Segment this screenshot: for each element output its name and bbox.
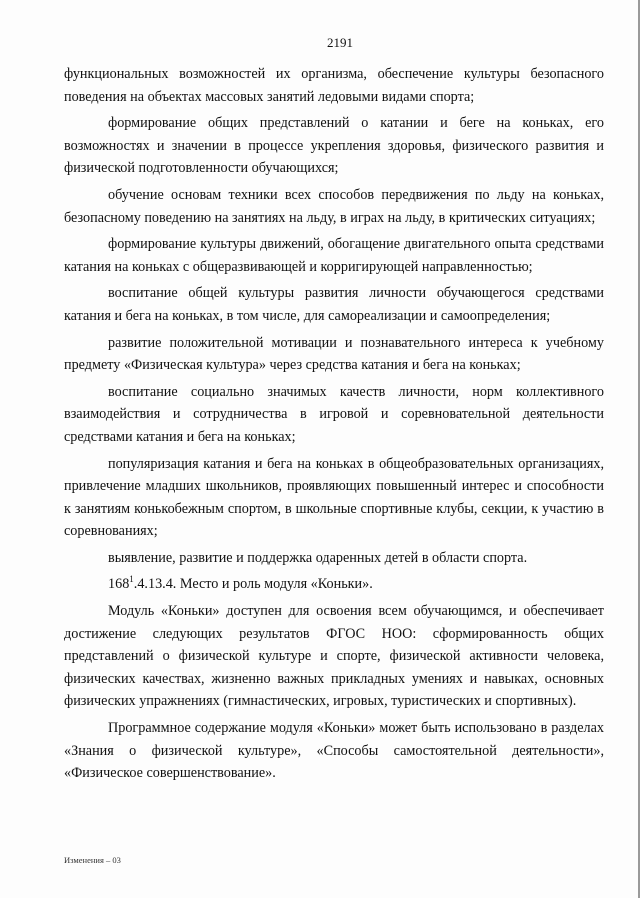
section-title: .4.13.4. Место и роль модуля «Коньки». xyxy=(133,576,373,593)
section-number: 168 xyxy=(108,576,130,593)
paragraph: развитие положительной мотивации и познавательного интереса к учебному предмету «Физическая культура» через средства катания и бега на коньках; xyxy=(64,334,604,374)
page-body xyxy=(64,63,604,785)
section-heading xyxy=(64,573,604,596)
paragraph: выявление, развитие и поддержка одаренных детей в области спорта. xyxy=(108,549,528,566)
paragraph-continuation: функциональных возможностей их организма, обеспечение культуры безопасного поведения на объектах массовых занятий ледовыми видами спорта; xyxy=(64,66,604,105)
paragraph: популяризация катания и бега на коньках в общеобразовательных организациях, привлечение младших школьников, проявляющих повышенный интерес и способности к занятиям конькобежным спортом, в школьные спортивные клубы, секции, к участию в соревнованиях; xyxy=(64,455,604,540)
paragraph: формирование общих представлений о катании и беге на коньках, его возможностях и значении в процессе укрепления здоровья, физического развития и физической подготовленности обучающихся; xyxy=(64,115,604,177)
paragraph: формирование культуры движений, обогащение двигательного опыта средствами катания на коньках с общеразвивающей и корригирующей направленностью; xyxy=(64,236,604,275)
paragraph: Модуль «Коньки» доступен для освоения всем обучающимся, и обеспечивает достижение следующих результатов ФГОС НОО: сформированность общих представлений о физической культуре и спорте, физической активности человека, физических качествах, жизненно важных прикладных умениях и навыках, основных физических упражнениях (гимнастических, игровых, туристических и спортивных). xyxy=(64,603,604,710)
paragraph: воспитание общей культуры развития личности обучающегося средствами катания и бега на коньках, в том числе, для самореализации и самоопределения; xyxy=(64,285,604,324)
paragraph: обучение основам техники всех способов передвижения по льду на коньках, безопасному поведению на занятиях на льду, в играх на льду, в критических ситуациях; xyxy=(64,186,604,226)
paragraph: воспитание социально значимых качеств личности, норм коллективного взаимодействия и сотрудничества в игровой и соревновательной деятельности средствами катания и бега на коньках; xyxy=(64,383,604,445)
paragraph: Программное содержание модуля «Коньки» может быть использовано в разделах «Знания о физической культуре», «Способы самостоятельной деятельности», «Физическое совершенствование». xyxy=(64,720,604,782)
footer-revision: Изменения – 03 xyxy=(64,855,121,865)
section-number-superscript: 1 xyxy=(129,573,134,584)
page-number: 2191 xyxy=(327,35,353,50)
